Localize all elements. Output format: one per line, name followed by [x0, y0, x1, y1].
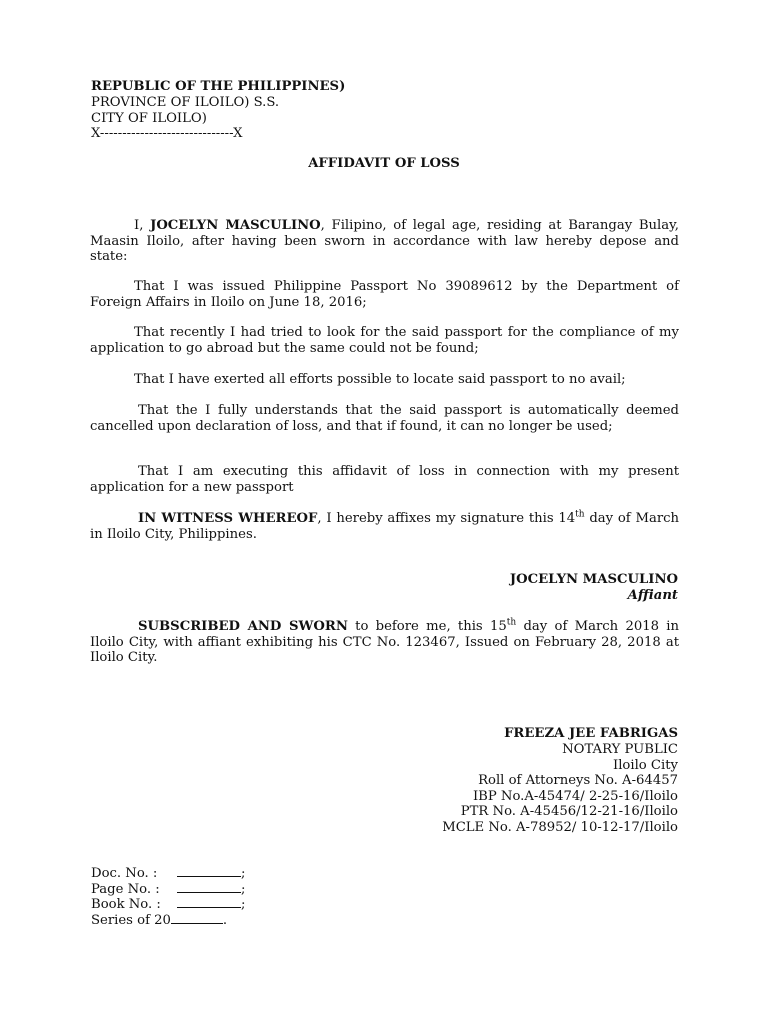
notary-ibp: IBP No.A-45474/ 2-25-16/Iloilo: [472, 789, 678, 804]
jurat-text-2: day of March 2018 in Iloilo City, with affiant exhibiting his CTC No. 123467, Issued on February 28, 2018 at Iloilo City.: [90, 619, 679, 665]
docket-series-blank: [171, 912, 223, 924]
notary-name: FREEZA JEE FABRIGAS: [504, 726, 678, 741]
header-separator: X------------------------------X: [91, 126, 243, 141]
paragraph-search: [90, 325, 679, 356]
paragraph-cancellation-text: That the I fully understands that the said passport is automatically deemed cancelled upon declaration of loss, and that if found, it can no longer be used;: [90, 403, 679, 434]
paragraph-efforts-text: That I have exerted all efforts possible to locate said passport to no avail;: [134, 372, 626, 387]
jurat-paragraph: [90, 619, 679, 666]
notary-title: NOTARY PUBLIC: [562, 742, 678, 757]
paragraph-efforts: [90, 372, 679, 388]
witness-text-1: , I hereby affixes my signature this 14: [317, 511, 576, 526]
document-title: AFFIDAVIT OF LOSS: [308, 156, 460, 171]
paragraph-search-text: That recently I had tried to look for the said passport for the compliance of my application to go abroad but the same could not be found;: [90, 325, 679, 356]
docket-book-blank: [177, 896, 241, 908]
affiant-signature-name: JOCELYN MASCULINO: [509, 572, 678, 587]
affiant-name-inline: JOCELYN MASCULINO: [150, 218, 321, 233]
intro-paragraph: [90, 218, 679, 265]
paragraph-purpose: [90, 464, 679, 495]
docket-book-label: Book No. :: [91, 897, 161, 912]
jurat-ordinal: th: [506, 617, 517, 628]
witness-text-2: day of March in Iloilo City, Philippines.: [90, 511, 680, 542]
docket-book-semicolon: ;: [241, 897, 246, 912]
paragraph-cancellation: [90, 403, 679, 434]
docket-doc-semicolon: ;: [241, 866, 246, 881]
witness-ordinal: th: [575, 509, 585, 520]
witness-paragraph: [90, 511, 679, 542]
docket-page-label: Page No. :: [91, 882, 160, 897]
docket-page-blank: [177, 881, 241, 893]
intro-prefix: I,: [134, 218, 151, 233]
paragraph-passport-issued-text: That I was issued Philippine Passport No 39089612 by the Department of Foreign Affairs in Iloilo on June 18, 2016;: [90, 279, 679, 310]
notary-roll: Roll of Attorneys No. A-64457: [478, 773, 678, 788]
header-province: PROVINCE OF ILOILO) S.S.: [91, 95, 280, 110]
docket-series-period: .: [222, 913, 228, 928]
docket-series-label: Series of 20: [91, 913, 171, 928]
affiant-label: Affiant: [627, 588, 678, 603]
intro-text: , Filipino, of legal age, residing at Barangay Bulay, Maasin Iloilo, after having been sworn in accordance with law hereby depose and state:: [90, 218, 679, 264]
paragraph-passport-issued: [90, 279, 679, 310]
docket-doc-label: Doc. No. :: [91, 866, 158, 881]
header-city: CITY OF ILOILO): [91, 111, 207, 126]
jurat-text-1: to before me, this 15: [347, 619, 507, 634]
notary-ptr: PTR No. A-45456/12-21-16/Iloilo: [460, 804, 678, 819]
docket-page-semicolon: ;: [241, 882, 246, 897]
notary-mcle: MCLE No. A-78952/ 10-12-17/Iloilo: [442, 820, 678, 835]
header-republic: REPUBLIC OF THE PHILIPPINES): [91, 79, 346, 94]
docket-book: [91, 896, 245, 913]
jurat-heading: SUBSCRIBED AND SWORN: [138, 619, 348, 634]
notary-city: Iloilo City: [613, 758, 678, 773]
docket-doc-blank: [177, 865, 241, 877]
docket-series: [91, 912, 227, 929]
paragraph-purpose-text: That I am executing this affidavit of loss in connection with my present application for a new passport: [90, 464, 679, 495]
witness-heading: IN WITNESS WHEREOF: [138, 511, 318, 526]
docket-doc: [91, 865, 245, 882]
